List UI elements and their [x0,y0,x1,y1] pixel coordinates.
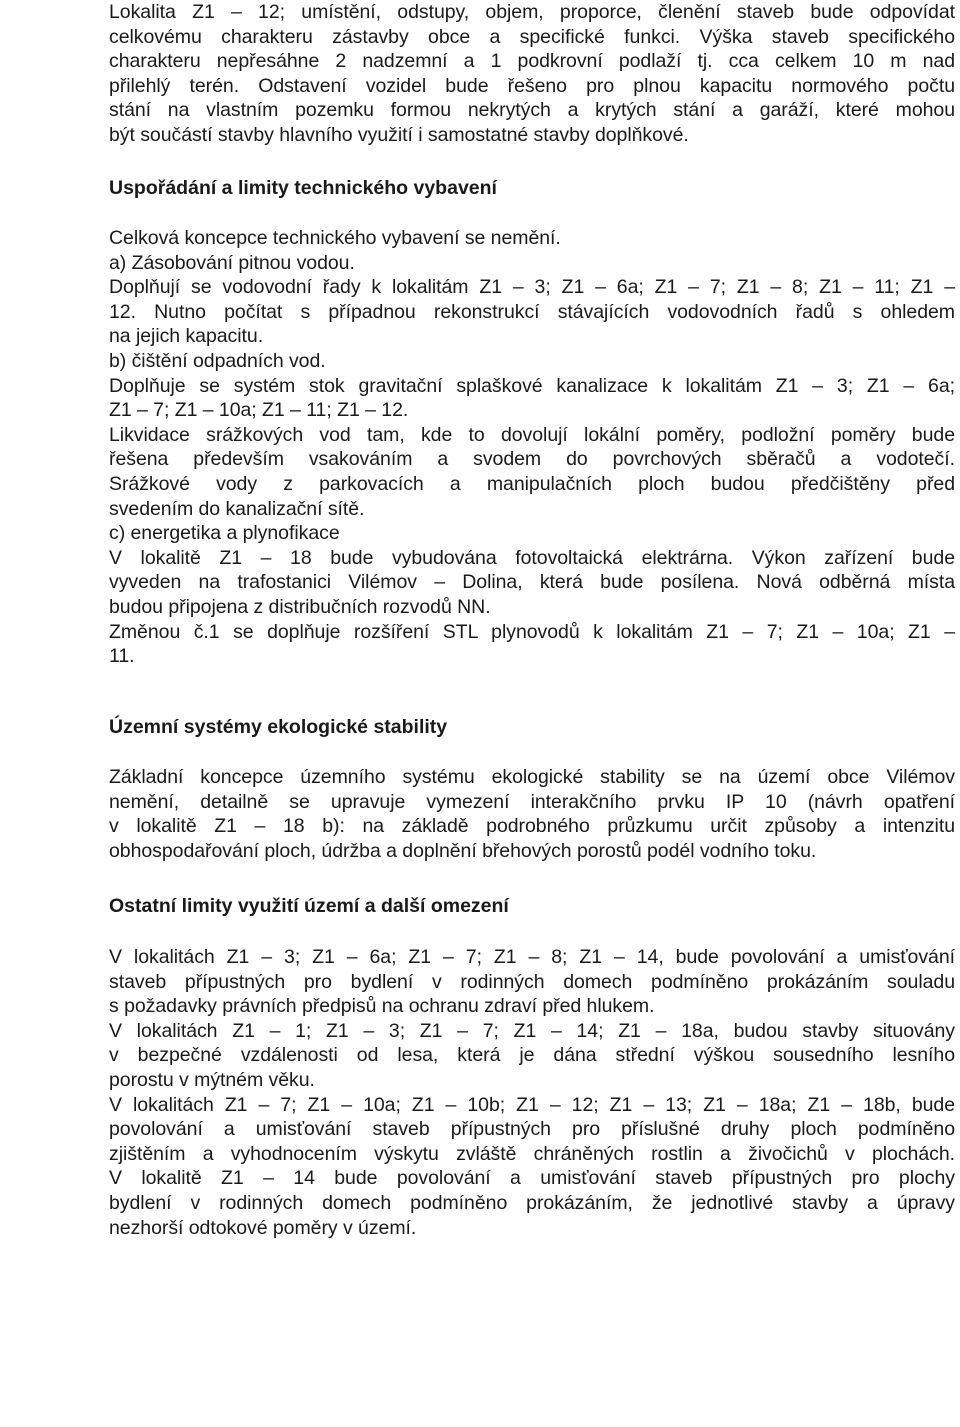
section-heading-technical [109,176,955,200]
text-line: s požadavky právních předpisů na ochranu zdraví před hlukem. [109,995,655,1018]
section-heading: Územní systémy ekologické stability [109,716,448,738]
text-line: svedením do kanalizační sítě. [109,497,365,520]
text-line: stání na vlastním pozemku formou nekrytých a krytých stání a garáží, které mohou [109,99,955,122]
text-line: řešena především vsakováním a svodem do povrchových sběračů a vodotečí. [109,448,955,471]
text-line: v bezpečné vzdálenosti od lesa, která je dána střední výškou sousedního lesního [109,1044,955,1067]
text-line: přilehlý terén. Odstavení vozidel bude řešeno pro plnou kapacitu normového počtu [109,74,955,97]
text-line: V lokalitách Z1 – 1; Z1 – 3; Z1 – 7; Z1 – 14; Z1 – 18a, budou stavby situovány [109,1019,955,1042]
text-line: V lokalitách Z1 – 7; Z1 – 10a; Z1 – 10b; Z1 – 12; Z1 – 13; Z1 – 18a; Z1 – 18b, bude [109,1093,955,1116]
text-line: povolování a umisťování staveb přípustných pro příslušné druhy ploch podmíněno [109,1118,955,1141]
text-line: 11. [109,645,135,668]
uses-paragraph [109,765,955,863]
text-line: staveb přípustných pro bydlení v rodinných domech podmíněno prokázáním souladu [109,970,955,993]
text-line: nemění, detailně se upravuje vymezení interakčního prvku IP 10 (návrh opatření [109,790,955,813]
text-line: budou připojena z distribučních rozvodů NN. [109,595,491,618]
text-line: Doplňují se vodovodní řady k lokalitám Z1 – 3; Z1 – 6a; Z1 – 7; Z1 – 8; Z1 – 11; Z1 – [109,276,955,299]
text-line: Lokalita Z1 – 12; umístění, odstupy, objem, proporce, členění staveb bude odpovídat [109,1,955,23]
text-line: charakteru nepřesáhne 2 nadzemní a 1 podkrovní podlaží tj. cca celkem 10 m nad [109,50,955,73]
text-line: Celková koncepce technického vybavení se nemění. [109,227,561,249]
section-heading: Ostatní limity využití území a další omezení [109,895,509,917]
text-line: Doplňuje se systém stok gravitační splaškové kanalizace k lokalitám Z1 – 3; Z1 – 6a; [109,374,955,397]
text-line: Srážkové vody z parkovacích a manipulačních ploch budou předčištěny před [109,472,955,495]
text-line: b) čištění odpadních vod. [109,349,326,372]
section-heading: Uspořádání a limity technického vybavení [109,177,497,199]
text-line: Z1 – 7; Z1 – 10a; Z1 – 11; Z1 – 12. [109,399,409,422]
text-line: Změnou č.1 se doplňuje rozšíření STL plynovodů k lokalitám Z1 – 7; Z1 – 10a; Z1 – [109,620,955,643]
text-line: zjištěním a vyhodnocením výskytu zvláště chráněných rostlin a živočichů v plochách. [109,1142,955,1165]
technical-paragraph [109,226,955,669]
text-line: na jejich kapacitu. [109,325,264,348]
text-line: vyveden na trafostanici Vilémov – Dolina, která bude posílena. Nová odběrná místa [109,571,955,594]
text-line: nezhorší odtokové poměry v území. [109,1216,417,1239]
text-line: V lokalitě Z1 – 18 bude vybudována fotovoltaická elektrárna. Výkon zařízení bude [109,546,955,569]
text-line: a) Zásobování pitnou vodou. [109,251,355,274]
text-line: Základní koncepce územního systému ekologické stability se na území obce Vilémov [109,766,955,788]
text-line: Likvidace srážkových vod tam, kde to dovolují lokální poměry, podložní poměry bude [109,423,955,446]
intro-paragraph [109,0,955,148]
limits-paragraph [109,945,955,1240]
text-line: celkovému charakteru zástavby obce a specifické funkci. Výška staveb specifického [109,25,955,48]
text-line: V lokalitě Z1 – 14 bude povolování a umisťování staveb přípustných pro plochy [109,1167,955,1190]
text-line: porostu v mýtném věku. [109,1068,315,1091]
text-line: bydlení v rodinných domech podmíněno prokázáním, že jednotlivé stavby a úpravy [109,1191,955,1214]
text-line: být součástí stavby hlavního využití i samostatné stavby doplňkové. [109,123,689,146]
text-line: 12. Nutno počítat s případnou rekonstrukcí stávajících vodovodních řadů s ohledem [109,300,955,323]
text-line: obhospodařování ploch, údržba a doplnění břehových porostů podél vodního toku. [109,839,817,862]
text-line: c) energetika a plynofikace [109,522,340,545]
section-heading-uses [109,715,955,739]
text-line: V lokalitách Z1 – 3; Z1 – 6a; Z1 – 7; Z1 – 8; Z1 – 14, bude povolování a umisťování [109,946,955,968]
text-line: v lokalitě Z1 – 18 b): na základě podrobného průzkumu určit způsoby a intenzitu [109,815,955,838]
section-heading-limits [109,894,955,918]
